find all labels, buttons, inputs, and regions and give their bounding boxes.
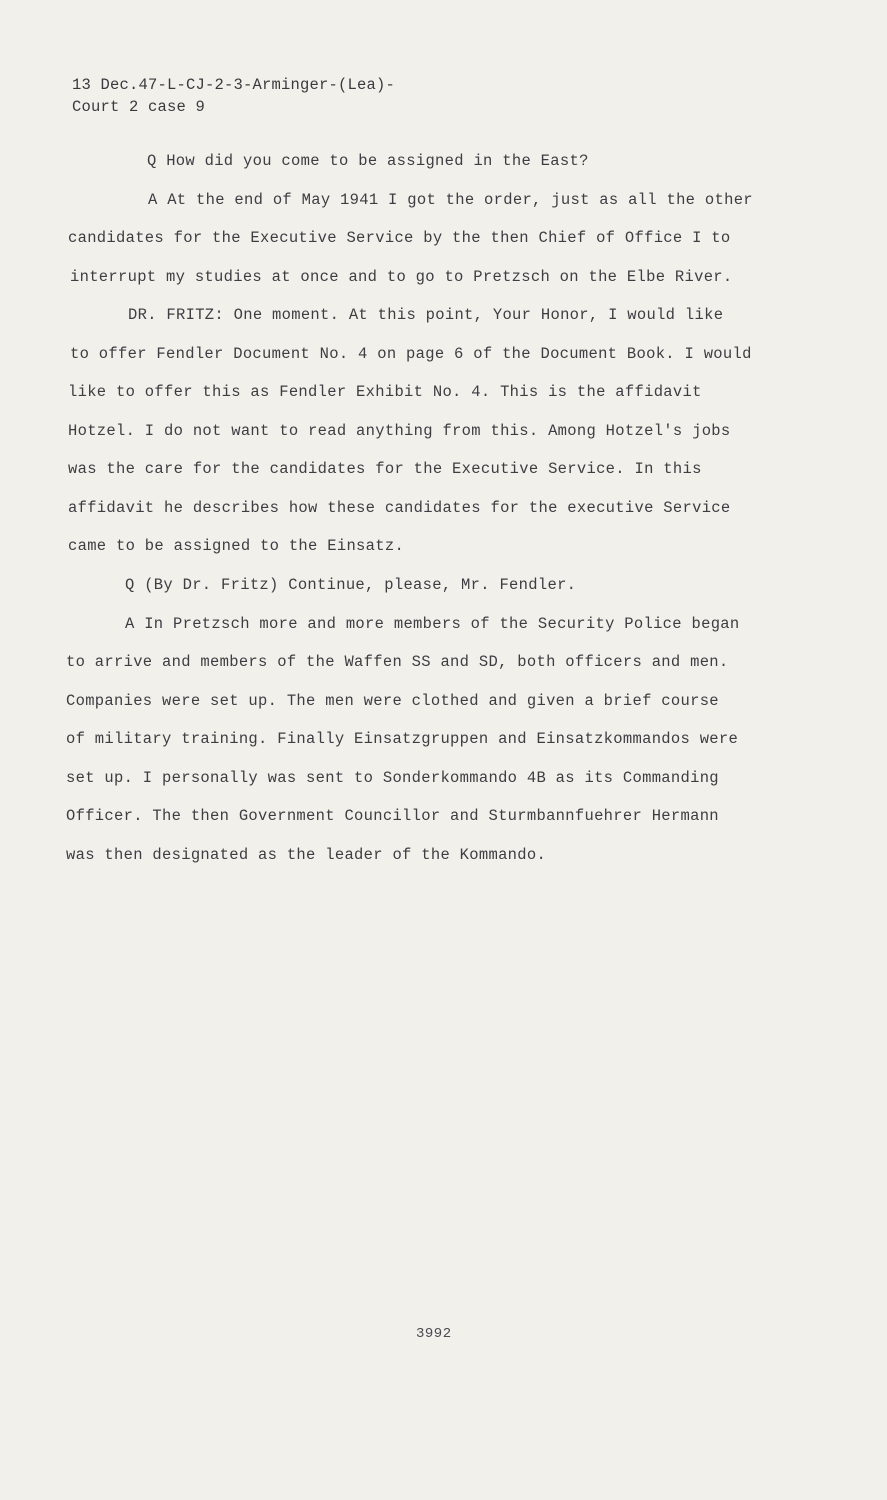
- text-line: Hotzel. I do not want to read anything from this. Among Hotzel's jobs: [68, 422, 731, 440]
- text-line: of military training. Finally Einsatzgruppen and Einsatzkommandos were: [66, 730, 739, 748]
- document-header: [72, 74, 395, 118]
- text-line: was then designated as the leader of the Kommando.: [66, 846, 547, 864]
- text-line: affidavit he describes how these candidates for the executive Service: [68, 499, 731, 517]
- text-line: interrupt my studies at once and to go to Pretzsch on the Elbe River.: [70, 268, 733, 286]
- text-line: was the care for the candidates for the Executive Service. In this: [68, 460, 702, 478]
- text-line: Q (By Dr. Fritz) Continue, please, Mr. Fendler.: [125, 576, 577, 594]
- text-line: Q How did you come to be assigned in the East?: [147, 152, 589, 170]
- text-line: to arrive and members of the Waffen SS and SD, both officers and men.: [66, 653, 729, 671]
- text-line: Companies were set up. The men were clothed and given a brief course: [66, 692, 719, 710]
- text-line: set up. I personally was sent to Sonderkommando 4B as its Commanding: [66, 769, 719, 787]
- text-line: candidates for the Executive Service by the then Chief of Office I to: [68, 229, 731, 247]
- text-line: like to offer this as Fendler Exhibit No. 4. This is the affidavit: [68, 383, 702, 401]
- text-line: Officer. The then Government Councillor and Sturmbannfuehrer Hermann: [66, 807, 719, 825]
- text-line: came to be assigned to the Einsatz.: [68, 537, 405, 555]
- text-line: to offer Fendler Document No. 4 on page 6 of the Document Book. I would: [70, 345, 752, 363]
- page-number: 3992: [416, 1326, 452, 1342]
- header-reference: 13 Dec.47-L-CJ-2-3-Arminger-(Lea)-: [72, 76, 396, 94]
- text-line: A In Pretzsch more and more members of the Security Police began: [125, 615, 740, 633]
- text-line: A At the end of May 1941 I got the order, just as all the other: [148, 191, 753, 209]
- header-court: Court 2 case 9: [72, 98, 206, 116]
- text-line: DR. FRITZ: One moment. At this point, Your Honor, I would like: [128, 306, 724, 324]
